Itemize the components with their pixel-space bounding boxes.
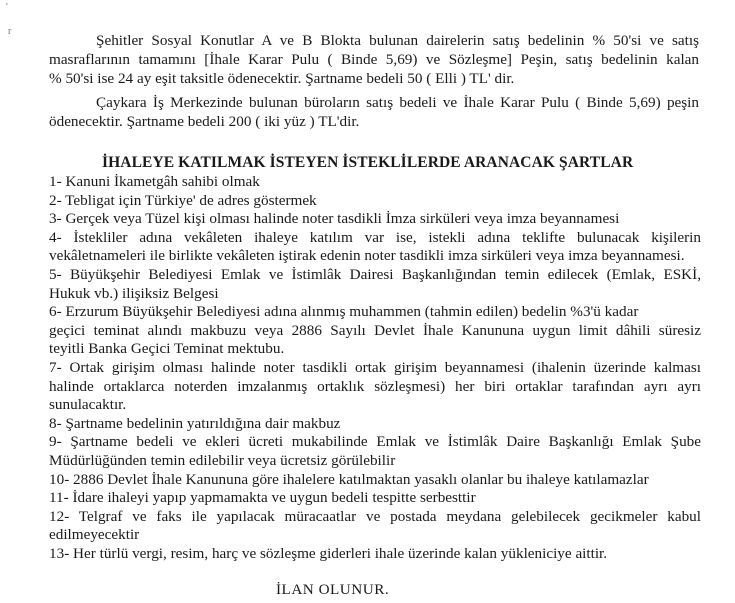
requirement-item-8 — [49, 415, 701, 434]
requirement-item-9 — [49, 433, 701, 470]
requirement-item-10 — [49, 471, 701, 490]
text-line: geçici teminat alındı makbuzu veya 2886 Sayılı Devlet İhale Kanununa uygun limit dâhili süresiz — [49, 321, 701, 339]
requirement-item-2 — [49, 192, 701, 211]
text-line: 7- Ortak girişim olması halinde noter tasdikli ortak girişim beyannamesi (ihalenin üzerinde kalması — [49, 358, 701, 376]
text-line: 5- Büyükşehir Belediyesi Emlak ve İstimlâk Dairesi Başkanlığından temin edilecek (Emlak, ESKİ, — [49, 265, 701, 283]
text-line: Şehitler Sosyal Konutlar A ve B Blokta bulunan dairelerin satış bedelinin % 50'si ve satış — [96, 32, 699, 49]
text-line: masraflarının tamamını [İhale Karar Pulu ( Binde 5,69) ve Sözleşme] Peşin, satış bedelinin kalan — [49, 51, 699, 68]
text-line: Hukuk vb.) ilişiksiz Belgesi — [49, 284, 219, 302]
text-line: 13- Her türlü vergi, resim, harç ve sözleşme giderleri ihale üzerinde kalan yükleniciye aittir. — [49, 544, 608, 562]
text-line: 9- Şartname bedeli ve ekleri ücreti mukabilinde Emlak ve İstimlâk Daire Başkanlığı Emlak Şube — [49, 433, 701, 451]
text-line: teyitli Banka Geçici Teminat mektubu. — [49, 340, 285, 358]
text-line: 1- Kanuni İkametgâh sahibi olmak — [49, 173, 260, 190]
requirements-list — [49, 173, 701, 563]
text-line: 3- Gerçek veya Tüzel kişi olması halinde noter tasdikli İmza sirküleri veya imza beyannamesi — [49, 210, 620, 228]
requirement-item-3 — [49, 210, 701, 229]
requirement-item-4 — [49, 229, 701, 266]
text-line: 4- İstekliler adına vekâleten ihaleye katılım var ise, istekli adına teklifte bulunacak kişilerin — [49, 228, 701, 246]
requirement-item-1 — [49, 173, 701, 192]
paragraph-sehitler-konutlar — [49, 31, 699, 88]
section-heading: İHALEYE KATILMAK İSTEYEN İSTEKLİLERDE ARANACAK ŞARTLAR — [102, 154, 634, 171]
requirement-item-6 — [49, 303, 701, 359]
requirement-item-11 — [49, 489, 701, 508]
text-line: 12- Telgraf ve faks ile yapılacak müracaatlar ve postada meydana gelebilecek gecikmeler kabul — [49, 507, 701, 525]
closing-statement: İLAN OLUNUR. — [276, 581, 390, 598]
text-line: sunulacaktır. — [49, 396, 127, 414]
requirement-item-12 — [49, 508, 701, 545]
text-line: 6- Erzurum Büyükşehir Belediyesi adına alınmış muhammen (tahmin edilen) bedelin %3'ü kadar — [49, 303, 639, 321]
text-line: Çaykara İş Merkezinde bulunan büroların satış bedeli ve İhale Karar Pulu ( Binde 5,69) peşin — [96, 94, 699, 111]
text-line: Müdürlüğünden temin edilebilir veya ücretsiz görülebilir — [49, 451, 396, 469]
margin-mark-left: r — [8, 26, 12, 37]
text-line: vekâletnameleri ile birlikte vekâleten iştirak edenin noter tasdikli imza sirküleri veya imza beyannamesi. — [49, 247, 685, 265]
requirement-item-5 — [49, 266, 701, 303]
text-line: 10- 2886 Devlet İhale Kanununa göre ihalelere katılmaktan yasaklı olanlar bu ihaleye katılamazlar — [49, 470, 649, 488]
text-line: 11- İdare ihaleyi yapıp yapmamakta ve uygun bedeli tespitte serbesttir — [49, 489, 476, 507]
text-line: ödenecektir. Şartname bedeli 200 ( iki yüz ) TL'dir. — [49, 113, 360, 130]
text-line: 8- Şartname bedelinin yatırıldığına dair makbuz — [49, 414, 341, 432]
text-line: halinde ortaklarca noterden imzalanmış ortaklık sözleşmesi) her biri ortaklar tarafından ayrı ayrı — [49, 377, 701, 395]
requirement-item-7 — [49, 359, 701, 415]
text-line: edilmeyecektir — [49, 526, 140, 544]
requirement-item-13 — [49, 545, 701, 564]
paragraph-caykara-is-merkezi — [49, 93, 699, 131]
margin-mark-top: ' — [6, 2, 8, 13]
text-line: % 50'si ise 24 ay eşit taksitle ödenecektir. Şartname bedeli 50 ( Elli ) TL' dir. — [49, 70, 515, 87]
text-line: 2- Tebligat için Türkiye' de adres göstermek — [49, 191, 317, 209]
